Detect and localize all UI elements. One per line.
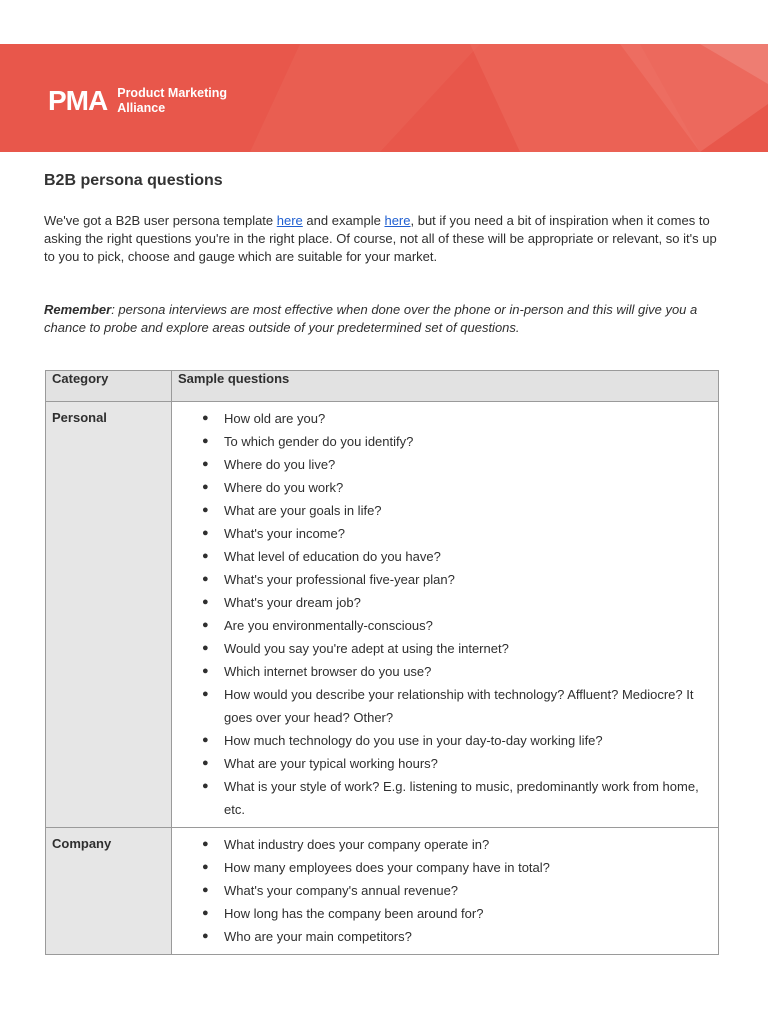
intro-text-1: We've got a B2B user persona template xyxy=(44,213,277,228)
question-text: Where do you work? xyxy=(224,480,344,495)
list-item xyxy=(202,729,710,752)
question-text: What are your typical working hours? xyxy=(224,756,438,771)
list-item xyxy=(202,499,710,522)
bullet-icon: ● xyxy=(202,596,209,608)
list-item xyxy=(202,752,710,775)
question-text: What's your income? xyxy=(224,526,345,541)
list-item xyxy=(202,545,710,568)
intro-text-2: and example xyxy=(302,213,385,228)
logo-mark: PMA xyxy=(48,85,108,116)
list-item xyxy=(202,879,710,902)
header-banner xyxy=(0,44,768,152)
header-category: Category xyxy=(46,371,172,402)
question-text: How many employees does your company have in total? xyxy=(224,860,550,875)
question-text: How much technology do you use in your day-to-day working life? xyxy=(224,733,603,748)
bullet-icon: ● xyxy=(202,550,209,562)
template-link[interactable]: here xyxy=(276,213,303,228)
bullet-icon: ● xyxy=(202,688,209,700)
bullet-icon: ● xyxy=(202,757,209,769)
question-text: To which gender do you identify? xyxy=(224,434,414,449)
bullet-icon: ● xyxy=(202,481,209,493)
questions-cell xyxy=(172,828,719,955)
list-item xyxy=(202,856,710,879)
question-text: Where do you live? xyxy=(224,457,336,472)
logo-line-1: Product Marketing xyxy=(117,86,227,100)
remember-text: : persona interviews are most effective when done over the phone or in-person and this will give you a chance to probe and explore areas outside of your predetermined set of questions. xyxy=(44,302,698,335)
questions-cell xyxy=(172,402,719,828)
bullet-icon: ● xyxy=(202,861,209,873)
question-text: Would you say you're adept at using the internet? xyxy=(224,641,509,656)
question-text: Who are your main competitors? xyxy=(224,929,412,944)
table-header-row xyxy=(46,371,719,402)
bullet-icon: ● xyxy=(202,458,209,470)
bullet-icon: ● xyxy=(202,619,209,631)
list-item xyxy=(202,568,710,591)
list-item xyxy=(202,591,710,614)
question-text: What's your dream job? xyxy=(224,595,361,610)
list-item xyxy=(202,453,710,476)
list-item xyxy=(202,476,710,499)
question-text: What level of education do you have? xyxy=(224,549,441,564)
bullet-icon: ● xyxy=(202,504,209,516)
list-item xyxy=(202,522,710,545)
list-item xyxy=(202,430,710,453)
example-link[interactable]: here xyxy=(384,213,411,228)
list-item xyxy=(202,902,710,925)
logo-wordmark xyxy=(117,86,227,116)
intro-paragraph xyxy=(44,212,724,266)
pma-logo[interactable] xyxy=(48,86,227,116)
bullet-icon: ● xyxy=(202,412,209,424)
question-text: How long has the company been around for? xyxy=(224,906,484,921)
remember-label: Remember xyxy=(44,302,112,317)
bullet-icon: ● xyxy=(202,907,209,919)
category-cell: Company xyxy=(46,828,172,955)
bullet-icon: ● xyxy=(202,884,209,896)
question-list xyxy=(172,407,710,821)
question-text: What industry does your company operate in? xyxy=(224,837,490,852)
table-row xyxy=(46,402,719,828)
question-text: What's your company's annual revenue? xyxy=(224,883,459,898)
page-title: B2B persona questions xyxy=(44,172,223,189)
list-item xyxy=(202,614,710,637)
question-text: Are you environmentally-conscious? xyxy=(224,618,433,633)
list-item xyxy=(202,833,710,856)
remember-paragraph xyxy=(44,301,724,337)
table-row xyxy=(46,828,719,955)
question-text: How old are you? xyxy=(224,411,326,426)
list-item xyxy=(202,407,710,430)
question-text: What's your professional five-year plan? xyxy=(224,572,455,587)
question-list xyxy=(172,833,710,948)
logo-line-2: Alliance xyxy=(117,101,166,115)
header-sample-questions: Sample questions xyxy=(172,371,719,402)
bullet-icon: ● xyxy=(202,665,209,677)
list-item xyxy=(202,637,710,660)
questions-table xyxy=(45,370,719,955)
list-item xyxy=(202,683,710,729)
question-text: How would you describe your relationship with technology? Affluent? Mediocre? It goes over your head? Other? xyxy=(224,687,694,725)
bullet-icon: ● xyxy=(202,838,209,850)
list-item xyxy=(202,925,710,948)
bullet-icon: ● xyxy=(202,930,209,942)
intro-text-3: , but if you need a bit of inspiration when it comes to asking the right questions you're in the right place. Of course, not all of these will be appropriate or relevant, so it's up to you to pick, choose and gauge which are suitable for your market. xyxy=(44,213,717,264)
question-text: Which internet browser do you use? xyxy=(224,664,432,679)
bullet-icon: ● xyxy=(202,734,209,746)
list-item xyxy=(202,775,710,821)
bullet-icon: ● xyxy=(202,573,209,585)
bullet-icon: ● xyxy=(202,780,209,792)
category-cell: Personal xyxy=(46,402,172,828)
question-text: What is your style of work? E.g. listening to music, predominantly work from home, etc. xyxy=(224,779,699,817)
question-text: What are your goals in life? xyxy=(224,503,382,518)
bullet-icon: ● xyxy=(202,527,209,539)
bullet-icon: ● xyxy=(202,435,209,447)
bullet-icon: ● xyxy=(202,642,209,654)
list-item xyxy=(202,660,710,683)
